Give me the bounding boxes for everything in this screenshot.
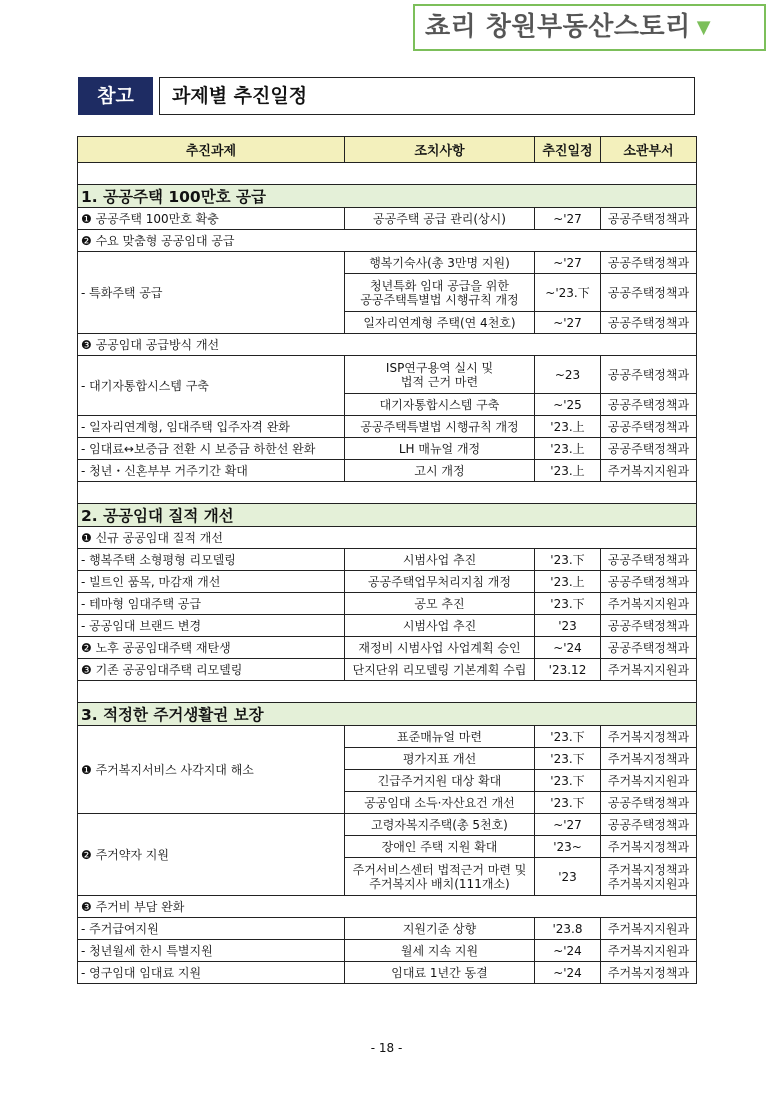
task-cell: - 대기자통합시스템 구축 (78, 356, 345, 416)
table-row (78, 962, 697, 984)
section-title: 2. 공공임대 질적 개선 (78, 504, 697, 527)
dept-cell: 공공주택정책과 (601, 274, 697, 312)
dept-cell: 공공주택정책과 (601, 252, 697, 274)
dept-cell: 공공주택정책과 (601, 814, 697, 836)
schedule-cell: ~'24 (535, 637, 601, 659)
dept-cell: 공공주택정책과 (601, 615, 697, 637)
action-cell: 고령자복지주택(총 5천호) (345, 814, 535, 836)
dept-cell: 공공주택정책과 (601, 312, 697, 334)
schedule-cell: '23.上 (535, 460, 601, 482)
schedule-cell: '23.下 (535, 549, 601, 571)
table-row (78, 252, 697, 274)
dept-cell: 공공주택정책과 (601, 416, 697, 438)
column-header-schedule: 추진일정 (535, 137, 601, 163)
dept-cell: 주거복지지원과 (601, 460, 697, 482)
dept-cell: 주거복지지원과 (601, 593, 697, 615)
subheading-cell: ❸ 공공임대 공급방식 개선 (78, 334, 697, 356)
schedule-cell: '23~ (535, 836, 601, 858)
dept-cell: 주거복지정책과 (601, 748, 697, 770)
spacer-cell (78, 681, 697, 703)
schedule-cell: '23.下 (535, 593, 601, 615)
action-cell: 공공주택 공급 관리(상시) (345, 208, 535, 230)
table-row (78, 571, 697, 593)
table-row (78, 416, 697, 438)
table-row (78, 659, 697, 681)
subheading-cell: ❸ 주거비 부담 완화 (78, 896, 697, 918)
table-body (78, 163, 697, 984)
dept-cell: 주거복지지원과 (601, 918, 697, 940)
task-cell: ❷ 노후 공공임대주택 재탄생 (78, 637, 345, 659)
spacer-row (78, 482, 697, 504)
task-cell: ❸ 기존 공공임대주택 리모델링 (78, 659, 345, 681)
schedule-cell: ~'24 (535, 962, 601, 984)
dept-cell: 주거복지정책과 (601, 726, 697, 748)
action-cell: 긴급주거지원 대상 확대 (345, 770, 535, 792)
action-cell: 공공주택특별법 시행규칙 개정 (345, 416, 535, 438)
task-cell: - 영구임대 임대료 지원 (78, 962, 345, 984)
task-cell: - 행복주택 소형평형 리모델링 (78, 549, 345, 571)
dept-cell: 공공주택정책과 (601, 549, 697, 571)
schedule-cell: ~'27 (535, 814, 601, 836)
table-row (78, 726, 697, 748)
triangle-down-icon: ▼ (696, 17, 712, 38)
task-cell: - 청년・신혼부부 거주기간 확대 (78, 460, 345, 482)
schedule-cell: '23.上 (535, 438, 601, 460)
subheading-row (78, 334, 697, 356)
subheading-cell: ❶ 신규 공공임대 질적 개선 (78, 527, 697, 549)
task-cell: - 주거급여지원 (78, 918, 345, 940)
spacer-cell (78, 482, 697, 504)
action-cell: 장애인 주택 지원 확대 (345, 836, 535, 858)
dept-cell: 공공주택정책과 (601, 356, 697, 394)
table-row (78, 615, 697, 637)
action-cell: 행복기숙사(총 3만명 지원) (345, 252, 535, 274)
spacer-cell (78, 163, 697, 185)
task-cell: - 특화주택 공급 (78, 252, 345, 334)
task-cell: - 테마형 임대주택 공급 (78, 593, 345, 615)
task-cell: - 공공임대 브랜드 변경 (78, 615, 345, 637)
column-header-task: 추진과제 (78, 137, 345, 163)
section-title: 3. 적정한 주거생활권 보장 (78, 703, 697, 726)
page-title: 과제별 추진일정 (159, 77, 695, 115)
action-cell: 고시 개정 (345, 460, 535, 482)
action-cell: 공공임대 소득·자산요건 개선 (345, 792, 535, 814)
subheading-cell: ❷ 수요 맞춤형 공공임대 공급 (78, 230, 697, 252)
table-row (78, 208, 697, 230)
action-cell: 표준매뉴얼 마련 (345, 726, 535, 748)
section-row (78, 504, 697, 527)
schedule-cell: '23.下 (535, 726, 601, 748)
action-cell: 지원기준 상향 (345, 918, 535, 940)
page-number: - 18 - (370, 1041, 403, 1055)
subheading-row (78, 230, 697, 252)
column-header-dept: 소관부서 (601, 137, 697, 163)
schedule-cell: ~'25 (535, 394, 601, 416)
schedule-cell: '23.下 (535, 770, 601, 792)
action-cell: 임대료 1년간 동결 (345, 962, 535, 984)
section-title: 1. 공공주택 100만호 공급 (78, 185, 697, 208)
dept-cell: 주거복지정책과 (601, 836, 697, 858)
dept-cell: 주거복지정책과 (601, 962, 697, 984)
dept-cell: 주거복지지원과 (601, 659, 697, 681)
schedule-cell: ~'23.下 (535, 274, 601, 312)
table-row (78, 814, 697, 836)
schedule-cell: '23 (535, 858, 601, 896)
task-cell: ❶ 주거복지서비스 사각지대 해소 (78, 726, 345, 814)
action-cell: 단지단위 리모델링 기본계획 수립 (345, 659, 535, 681)
schedule-cell: '23.8 (535, 918, 601, 940)
schedule-cell: '23.下 (535, 792, 601, 814)
dept-cell: 공공주택정책과 (601, 208, 697, 230)
brand-watermark (413, 4, 766, 51)
dept-cell: 공공주택정책과 (601, 792, 697, 814)
action-cell: 공모 추진 (345, 593, 535, 615)
section-row (78, 703, 697, 726)
schedule-cell: '23.上 (535, 571, 601, 593)
schedule-cell: '23.上 (535, 416, 601, 438)
schedule-cell: '23 (535, 615, 601, 637)
schedule-cell: ~'27 (535, 208, 601, 230)
table-row (78, 637, 697, 659)
schedule-cell: ~'24 (535, 940, 601, 962)
brand-text: 쵸리 창원부동산스토리 (425, 12, 691, 42)
task-cell: - 청년월세 한시 특별지원 (78, 940, 345, 962)
dept-cell: 공공주택정책과 (601, 637, 697, 659)
subheading-row (78, 527, 697, 549)
dept-cell: 공공주택정책과 (601, 438, 697, 460)
action-cell: 공공주택업무처리지침 개정 (345, 571, 535, 593)
table-row (78, 940, 697, 962)
action-cell: 일자리연계형 주택(연 4천호) (345, 312, 535, 334)
table-row (78, 918, 697, 940)
reference-badge: 참고 (78, 77, 153, 115)
action-cell: LH 매뉴얼 개정 (345, 438, 535, 460)
dept-cell: 공공주택정책과 (601, 571, 697, 593)
schedule-cell: ~23 (535, 356, 601, 394)
section-row (78, 185, 697, 208)
task-cell: ❷ 주거약자 지원 (78, 814, 345, 896)
schedule-cell: ~'27 (535, 312, 601, 334)
schedule-cell: '23.12 (535, 659, 601, 681)
table-row (78, 356, 697, 394)
table-row (78, 593, 697, 615)
table-row (78, 460, 697, 482)
schedule-cell: '23.下 (535, 748, 601, 770)
task-cell: - 일자리연계형, 임대주택 입주자격 완화 (78, 416, 345, 438)
dept-cell: 주거복지지원과 (601, 940, 697, 962)
action-cell: ISP연구용역 실시 및 법적 근거 마련 (345, 356, 535, 394)
task-cell: - 임대료↔보증금 전환 시 보증금 하한선 완화 (78, 438, 345, 460)
action-cell: 시범사업 추진 (345, 549, 535, 571)
task-cell: - 빌트인 품목, 마감재 개선 (78, 571, 345, 593)
task-cell: ❶ 공공주택 100만호 확충 (78, 208, 345, 230)
column-header-action: 조치사항 (345, 137, 535, 163)
action-cell: 평가지표 개선 (345, 748, 535, 770)
dept-cell: 주거복지정책과 주거복지지원과 (601, 858, 697, 896)
dept-cell: 주거복지지원과 (601, 770, 697, 792)
action-cell: 월세 지속 지원 (345, 940, 535, 962)
subheading-row (78, 896, 697, 918)
dept-cell: 공공주택정책과 (601, 394, 697, 416)
table-row (78, 549, 697, 571)
schedule-cell: ~'27 (535, 252, 601, 274)
action-cell: 청년특화 임대 공급을 위한 공공주택특별법 시행규칙 개정 (345, 274, 535, 312)
table-header-row (78, 137, 697, 163)
action-cell: 대기자통합시스템 구축 (345, 394, 535, 416)
spacer-row (78, 163, 697, 185)
table-row (78, 438, 697, 460)
spacer-row (78, 681, 697, 703)
action-cell: 재정비 시범사업 사업계획 승인 (345, 637, 535, 659)
action-cell: 주거서비스센터 법적근거 마련 및 주거복지사 배치(111개소) (345, 858, 535, 896)
schedule-table (77, 136, 697, 984)
action-cell: 시범사업 추진 (345, 615, 535, 637)
